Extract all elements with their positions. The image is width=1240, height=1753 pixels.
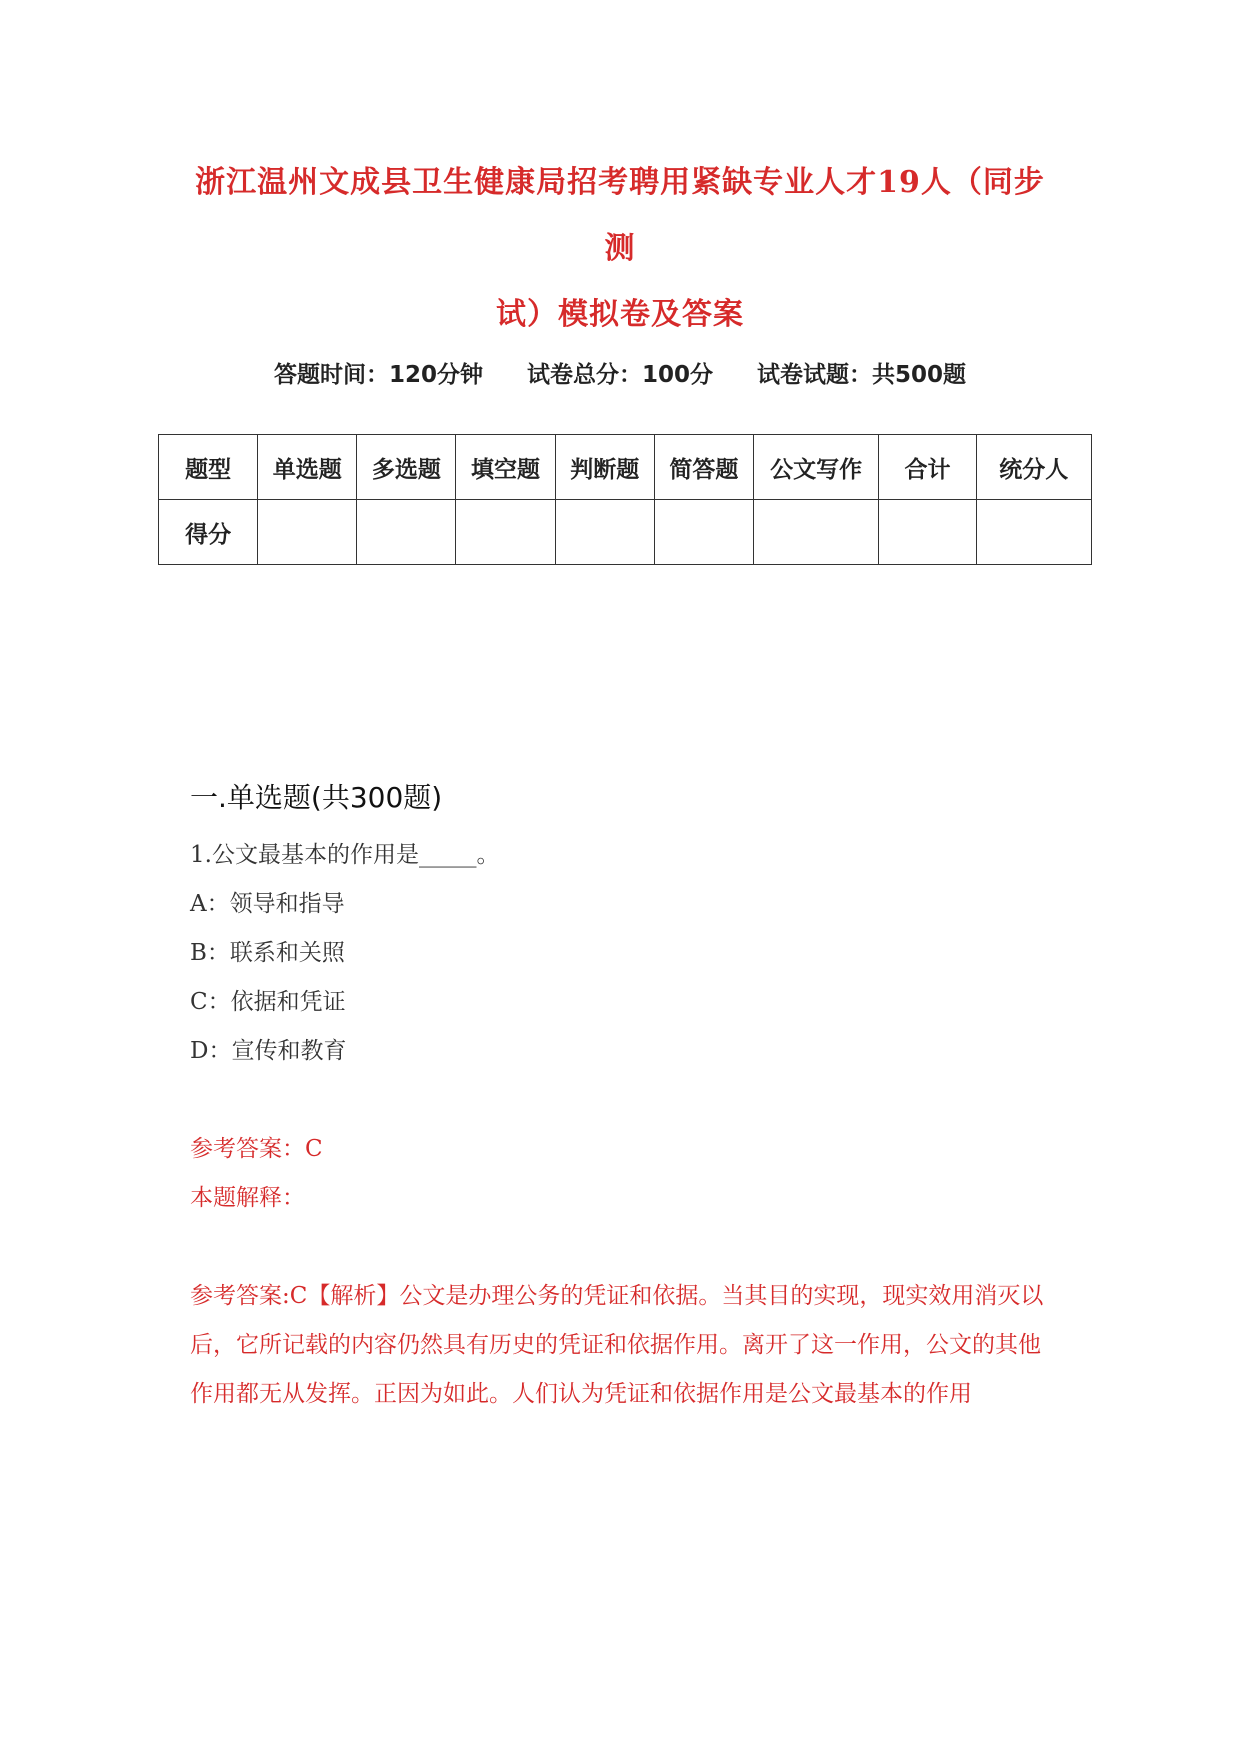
option-c: C：依据和凭证	[190, 989, 346, 1015]
score-cell	[258, 500, 357, 565]
header-cell: 单选题	[258, 435, 357, 500]
option-d: D：宣传和教育	[190, 1038, 347, 1064]
explanation-label: 本题解释：	[190, 1185, 305, 1211]
header-cell: 填空题	[456, 435, 555, 500]
title-line-1: 浙江温州文成县卫生健康局招考聘用紧缺专业人才19人（同步测	[195, 165, 1045, 266]
score-cell	[654, 500, 753, 565]
score-cell	[456, 500, 555, 565]
section-heading: 一.单选题(共300题)	[190, 781, 443, 814]
title-line-2: 试）模拟卷及答案	[496, 297, 744, 332]
score-table-header-row	[159, 435, 1092, 500]
score-cell	[753, 500, 878, 565]
score-table	[158, 434, 1092, 565]
header-cell: 多选题	[357, 435, 456, 500]
document-title	[190, 150, 1050, 348]
option-a: A：领导和指导	[190, 891, 345, 917]
exam-meta	[0, 356, 1240, 389]
question-stem: 1.公文最基本的作用是_____。	[190, 842, 500, 868]
header-cell: 合计	[879, 435, 976, 500]
exam-time: 答题时间：120分钟	[273, 362, 483, 388]
explanation-text: 参考答案:C【解析】公文是办理公务的凭证和依据。当其目的实现，现实效用消灭以后，它所记载的内容仍然具有历史的凭证和依据作用。离开了这一作用，公文的其他作用都无从发挥。正因为如此。人们认为凭证和依据作用是公文最基本的作用	[190, 1283, 1044, 1407]
header-cell: 统分人	[976, 435, 1091, 500]
header-cell: 判断题	[555, 435, 654, 500]
score-cell	[976, 500, 1091, 565]
header-cell: 题型	[159, 435, 258, 500]
score-cell	[879, 500, 976, 565]
header-cell: 公文写作	[753, 435, 878, 500]
answer-line: 参考答案：C	[190, 1136, 323, 1162]
exam-question-count: 试卷试题：共500题	[757, 362, 967, 388]
score-cell	[357, 500, 456, 565]
score-table-score-row	[159, 500, 1092, 565]
exam-total-score: 试卷总分：100分	[526, 362, 713, 388]
header-cell: 简答题	[654, 435, 753, 500]
row-label-cell: 得分	[159, 500, 258, 565]
option-b: B：联系和关照	[190, 940, 345, 966]
score-cell	[555, 500, 654, 565]
